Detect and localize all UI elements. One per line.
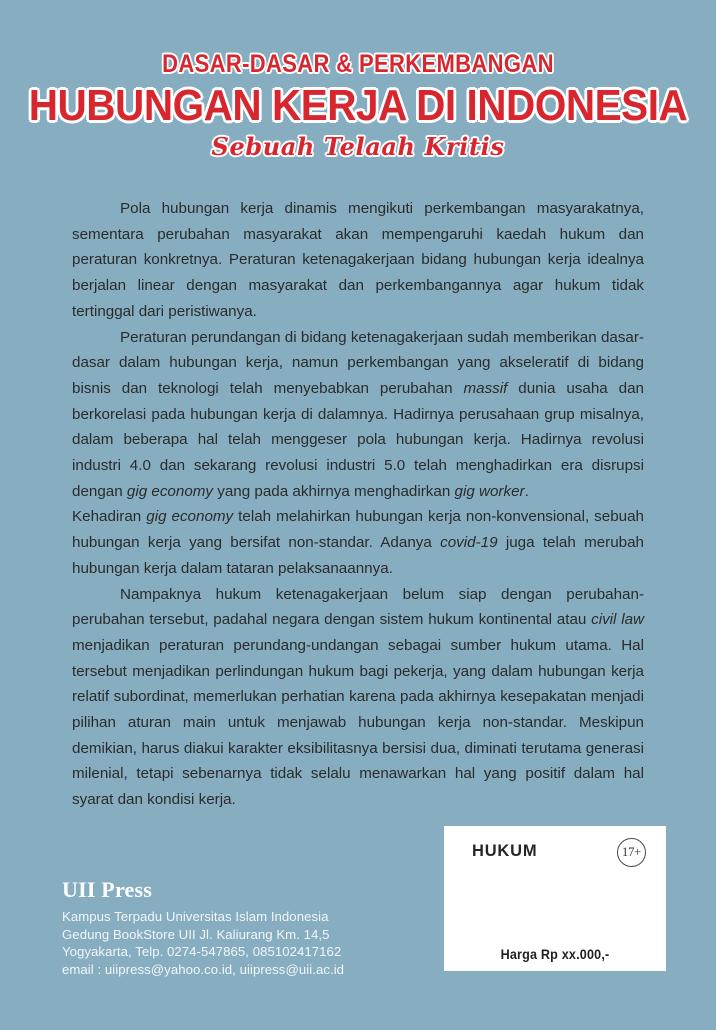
price-label: Harga Rp xx.000,- xyxy=(500,946,610,962)
blurb-text: . xyxy=(524,482,529,500)
blurb-paragraph xyxy=(72,325,644,505)
blurb-text: dunia usaha dan berkorelasi pada hubungan kerja di dalamnya. Hadirnya perusahaan grup misalnya, dalam beberapa hal telah menggeser pola hubungan kerja. Hadirnya revolusi industri 4.0 dan sekarang revolusi industri 5.0 telah menghadirkan era disrupsi dengan xyxy=(72,379,644,500)
blurb-emphasis: civil law xyxy=(591,611,644,629)
blurb-paragraph xyxy=(72,196,644,325)
title-subtitle: Sebuah Telaah Kritis xyxy=(211,131,505,161)
blurb-text: Nampaknya hukum ketenagakerjaan belum siap dengan perubahan-perubahan tersebut, padahal negara dengan sistem hukum kontinental atau xyxy=(72,585,644,629)
blurb-paragraph xyxy=(72,582,644,813)
publisher-address-line: Yogyakarta, Telp. 0274-547865, 085102417162 xyxy=(62,944,342,960)
barcode-box xyxy=(444,826,666,971)
publisher-block xyxy=(62,878,344,978)
blurb-emphasis: gig worker xyxy=(454,482,525,500)
blurb-text: Peraturan perundangan di bidang ketenagakerjaan sudah memberikan dasar-dasar dalam hubungan kerja, namun perkembangan yang akseleratif di bidang bisnis dan teknologi telah menyebabkan perubahan xyxy=(72,328,644,397)
category-label: HUKUM xyxy=(472,842,538,860)
blurb-text: juga telah merubah hubungan kerja dalam tataran pelaksanaannya. xyxy=(72,534,645,577)
publisher-address xyxy=(62,908,344,978)
blurb-text: Kehadiran xyxy=(72,508,147,526)
blurb-paragraph xyxy=(72,504,644,581)
blurb-emphasis: covid-19 xyxy=(440,534,498,552)
blurb-text: yang pada akhirnya menghadirkan xyxy=(213,482,455,500)
blurb-emphasis: massif xyxy=(463,379,508,397)
publisher-name: UII Press xyxy=(62,877,153,902)
age-rating-badge: 17+ xyxy=(617,838,646,867)
publisher-address-line: email : uiipress@yahoo.co.id, uiipress@uii.ac.id xyxy=(62,961,345,977)
blurb-text: menjadikan peraturan perundang-undangan sebagai sumber hukum utama. Hal tersebut menjadikan perlindungan hukum bagi pekerja, yang dalam hubungan kerja relatif subordinat, memerlukan perhatian karena pada akhirnya kesepakatan menjadi pilihan aturan main untuk menjawab hubungan kerja non-standar. Meskipun demikian, harus diakui karakter eksibilitasnya bersisi dua, diminati terutama generasi milenial, tetapi sebenarnya tidak selalu menawarkan hal yang positif dalam hal syarat dan kondisi kerja. xyxy=(72,636,644,809)
blurb-emphasis: gig economy xyxy=(146,508,234,526)
page-title: HUBUNGAN KERJA DI INDONESIA xyxy=(28,81,688,130)
blurb-text: Pola hubungan kerja dinamis mengikuti perkembangan masyarakatnya, sementara perubahan masyarakat akan mempengaruhi kaedah hukum dan peraturan konkretnya. Peraturan ketenagakerjaan bidang hubungan kerja idealnya berjalan linear dengan masyarakat dan perkembangannya agar hukum tidak tertinggal dari peristiwanya. xyxy=(72,200,644,320)
title-kicker: DASAR-DASAR & PERKEMBANGAN xyxy=(162,50,554,78)
blurb-emphasis: gig economy xyxy=(126,482,214,500)
blurb-text: telah melahirkan hubungan kerja non-konvensional, sebuah hubungan kerja yang bersifat non-standar. Adanya xyxy=(72,508,644,552)
publisher-address-line: Gedung BookStore UII Jl. Kaliurang Km. 14,5 xyxy=(62,926,330,942)
title-block xyxy=(0,52,716,160)
publisher-address-line: Kampus Terpadu Universitas Islam Indonesia xyxy=(62,909,329,925)
back-cover-blurb xyxy=(72,196,644,813)
